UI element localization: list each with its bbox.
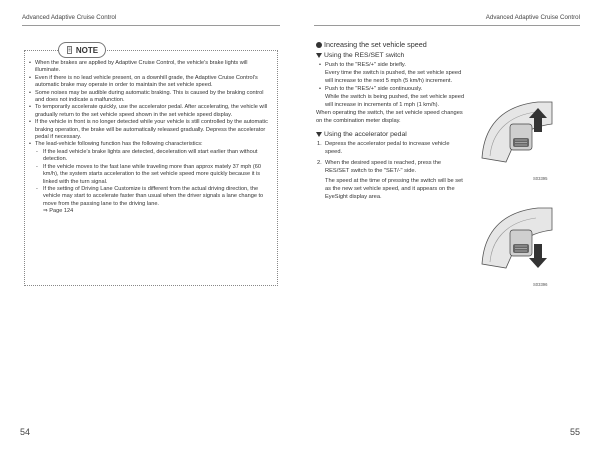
note-title-badge bbox=[58, 42, 106, 58]
subheading-accelerator-text: Using the accelerator pedal bbox=[324, 131, 407, 138]
note-item: • To temporarily accelerate quickly, use the accelerator pedal. After accelerating, the vehicle will gradually return to the set vehicle speed shown in the set vehicle speed display. bbox=[28, 104, 272, 119]
right-running-header: Advanced Adaptive Cruise Control bbox=[485, 14, 580, 21]
figure-1-id: S03395 bbox=[533, 176, 548, 181]
section-heading bbox=[316, 40, 466, 49]
res-set-footer-text: When operating the switch, the set vehicle speed changes on the combination meter display. bbox=[316, 110, 463, 124]
note-title-text: NOTE bbox=[75, 45, 99, 55]
note-sub-item: - If the setting of Driving Lane Customize is different from the actual driving direction, the vehicle may start to accelerate faster than usual when the driver signals a lane change to move from the passing lane to the driving lane. bbox=[36, 186, 272, 208]
steering-switch-res-illustration bbox=[478, 98, 558, 166]
triangle-down-icon bbox=[316, 132, 322, 137]
note-item: • The lead-vehicle following function has the following characteristics: bbox=[28, 141, 272, 148]
subheading-accelerator bbox=[316, 131, 466, 138]
figure-set-switch bbox=[478, 204, 558, 272]
figure-res-switch bbox=[478, 98, 558, 166]
bullet-dot-icon bbox=[316, 42, 322, 48]
note-item: • Some noises may be audible during automatic braking. This is caused by the braking control and does not indicate a malfunction. bbox=[28, 90, 272, 105]
right-page-number: 55 bbox=[569, 427, 580, 437]
note-sub-item: - If the lead vehicle's brake lights are detected, deceleration will start earlier than without detection. bbox=[36, 149, 272, 164]
note-page-reference[interactable]: ⇒ Page 124 bbox=[43, 208, 74, 215]
res-set-bullet-1-body: Every time the switch is pushed, the set vehicle speed will increase to the next 5 mph (5 km/h) increment. bbox=[325, 70, 462, 84]
right-header-rule bbox=[314, 25, 580, 26]
note-content bbox=[28, 60, 272, 216]
note-pencil-icon bbox=[66, 46, 73, 54]
figure-2-id: S03396 bbox=[533, 282, 548, 287]
section-heading-text: Increasing the set vehicle speed bbox=[324, 40, 427, 49]
note-item: • If the vehicle in front is no longer detected while your vehicle is still controlled by the automatic braking operation, the brake will be automatically released gradually. Depress the accelerator pedal if necessary. bbox=[28, 119, 272, 141]
accel-step-2 bbox=[316, 159, 466, 175]
steering-switch-set-illustration bbox=[478, 204, 558, 272]
step-text: Depress the accelerator pedal to increase vehicle speed. bbox=[325, 141, 450, 155]
note-list bbox=[28, 60, 272, 149]
res-set-bullet-1: • Push to the "RES/+" side briefly. bbox=[316, 61, 466, 69]
left-running-header: Advanced Adaptive Cruise Control bbox=[22, 14, 117, 21]
step-number: 1. bbox=[317, 141, 322, 147]
res-set-bullet-2-body: While the switch is being pushed, the set vehicle speed will increase in increments of 1 mph (1 km/h). bbox=[325, 94, 465, 108]
subheading-res-set-text: Using the RES/SET switch bbox=[324, 52, 405, 59]
note-item: • Even if there is no lead vehicle present, on a downhill grade, the Adaptive Cruise Control's automatic brake may operate in order to maintain the set vehicle speed. bbox=[28, 75, 272, 90]
subheading-res-set bbox=[316, 52, 466, 59]
step-text: When the desired speed is reached, press the RES/SET switch to the "SET/-" side. bbox=[325, 160, 442, 174]
accel-step-2-body: The speed at the time of pressing the switch will be set as the new set vehicle speed, and it appears on the EyeSight display area. bbox=[325, 178, 463, 200]
step-number: 2. bbox=[317, 160, 322, 166]
right-page-content bbox=[316, 40, 466, 201]
accel-step-1 bbox=[316, 140, 466, 156]
left-header-rule bbox=[22, 25, 280, 26]
left-page-number: 54 bbox=[20, 427, 31, 437]
note-item: • When the brakes are applied by Adaptive Cruise Control, the vehicle's brake lights will illuminate. bbox=[28, 60, 272, 75]
note-sub-item: - If the vehicle moves to the fast lane while traveling more than approx mately 37 mph (60 km/h), the system starts acceleration to the set vehicle speed more quickly because it is linked with the turn signal. bbox=[36, 164, 272, 186]
res-set-bullet-2: • Push to the "RES/+" side continuously. bbox=[316, 85, 466, 93]
triangle-down-icon bbox=[316, 53, 322, 58]
